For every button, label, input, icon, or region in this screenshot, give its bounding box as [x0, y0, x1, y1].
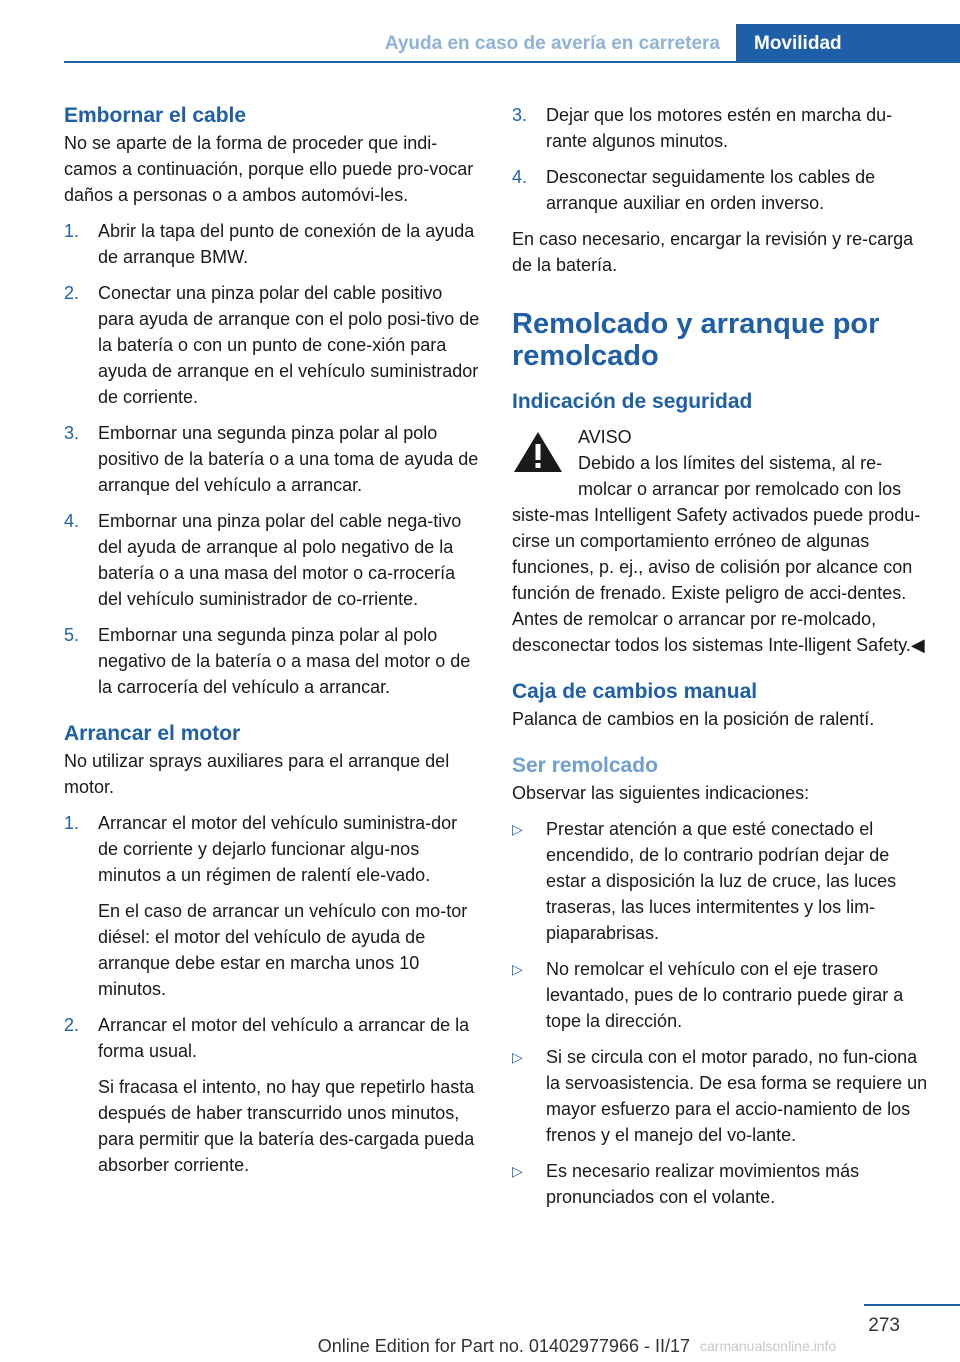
warning-title: AVISO: [578, 427, 632, 447]
watermark: carmanualsonline.info: [700, 1338, 837, 1354]
step-text: Conectar una pinza polar del cable positivo para ayuda de arranque con el polo posi-tivo de la batería o con un punto de cone-xión para ayuda de arranque en el vehículo suministrador de corriente.: [98, 283, 480, 407]
steps-arrancar-motor: [64, 810, 480, 1178]
list-item: [512, 1044, 930, 1148]
bullet-triangle-icon: ▷: [512, 1163, 523, 1179]
list-item: [64, 280, 480, 410]
step-text: Embornar una pinza polar del cable nega-tivo del ayuda de arranque al polo negativo de la batería o a una masa del motor o ca-rrocería del vehículo suministrador de co-rriente.: [98, 511, 462, 609]
list-item: [64, 810, 480, 1002]
step-text: Arrancar el motor del vehículo a arrancar de la forma usual.: [98, 1015, 470, 1061]
list-item: [512, 164, 930, 216]
step-number: 1.: [64, 221, 80, 241]
list-item: [512, 102, 930, 154]
intro-arrancar-motor: No utilizar sprays auxiliares para el arranque del motor.: [64, 751, 450, 797]
bullet-triangle-icon: ▷: [512, 961, 523, 977]
list-item: [64, 508, 480, 612]
step-text: Embornar una segunda pinza polar al polo negativo de la batería o a masa del motor o de la carrocería del vehículo a arrancar.: [98, 625, 471, 697]
page-number: 273: [868, 1315, 900, 1336]
list-item: [64, 218, 480, 270]
step-number: 4.: [64, 511, 80, 531]
heading-embornar-cable: Embornar el cable: [64, 104, 247, 127]
step-number: 3.: [64, 423, 80, 443]
list-item: [512, 1158, 930, 1210]
bullet-triangle-icon: ▷: [512, 1049, 523, 1065]
step-number: 2.: [64, 283, 80, 303]
step-number: 2.: [64, 1015, 80, 1035]
left-column: [64, 102, 480, 1178]
list-item: [512, 816, 930, 946]
step-body: [98, 1012, 480, 1178]
step-text: Abrir la tapa del punto de conexión de la ayuda de arranque BMW.: [98, 221, 475, 267]
step-body: [98, 810, 480, 1002]
edition-note: Online Edition for Part no. 01402977966 - II/17: [317, 1336, 690, 1356]
bullet-triangle-icon: ▷: [512, 821, 523, 837]
intro-embornar-cable: No se aparte de la forma de proceder que indi-camos a continuación, porque ello puede pro-vocar daños a personas o a ambos automóvi-les.: [64, 133, 474, 205]
step-text: Embornar una segunda pinza polar al polo positivo de la batería o a una toma de ayuda de arranque del vehículo a arrancar.: [98, 423, 479, 495]
step-text: Dejar que los motores estén en marcha du-rante algunos minutos.: [546, 105, 893, 151]
bullet-text: Si se circula con el motor parado, no fun-ciona la servoasistencia. De esa forma se requiere un mayor esfuerzo para el accio-namiento de los frenos y el manejo del vo-lante.: [546, 1047, 928, 1145]
warning-triangle-icon: [512, 430, 564, 474]
step-subtext: En el caso de arrancar un vehículo con mo-tor diésel: el motor del vehículo de ayuda de arranque debe estar en marcha unos 10 minutos.: [98, 901, 468, 999]
heading-remolcado: Remolcado y arranque por remolcado: [512, 308, 880, 372]
header-rule: [64, 61, 960, 63]
steps-end: [512, 102, 930, 216]
heading-caja-cambios: Caja de cambios manual: [512, 680, 758, 703]
caja-cambios-paragraph: Palanca de cambios en la posición de ralentí.: [512, 709, 875, 729]
heading-ser-remolcado: Ser remolcado: [512, 754, 658, 777]
bullet-text: Prestar atención a que esté conectado el encendido, de lo contrario podrían dejar de estar a disposición la luz de cruce, las luces traseras, las luces intermitentes y los lim-piaparabrisas.: [546, 819, 897, 943]
warning-block: [512, 424, 930, 658]
step-number: 3.: [512, 105, 528, 125]
steps-embornar-cable: [64, 218, 480, 700]
step-number: 5.: [64, 625, 80, 645]
bullet-text: No remolcar el vehículo con el eje trasero levantado, pues de lo contrario puede girar a tope la dirección.: [546, 959, 904, 1031]
header-chapter-tab: Movilidad: [736, 24, 960, 63]
revision-paragraph: En caso necesario, encargar la revisión y re-carga de la batería.: [512, 229, 914, 275]
step-text: Desconectar seguidamente los cables de arranque auxiliar en orden inverso.: [546, 167, 876, 213]
heading-seguridad: Indicación de seguridad: [512, 390, 753, 413]
step-subtext: Si fracasa el intento, no hay que repetirlo hasta después de haber transcurrido unos minutos, para permitir que la batería des-cargada pueda absorber corriente.: [98, 1077, 475, 1175]
step-number: 4.: [512, 167, 528, 187]
list-item: [512, 956, 930, 1034]
right-column: [512, 102, 930, 1210]
list-item: [64, 1012, 480, 1178]
bullet-text: Es necesario realizar movimientos más pronunciados con el volante.: [546, 1161, 860, 1207]
ser-remolcado-paragraph: Observar las siguientes indicaciones:: [512, 783, 810, 803]
warning-text: Debido a los límites del sistema, al re-molcar o arrancar por remolcado con los siste-mas Intelligent Safety activados puede produ-cirse un comportamiento erróneo de algunas funciones, p. ej., aviso de colisión por alcance con función de frenado. Existe peligro de acci-dentes. Antes de remolcar o arrancar por re-molcado, desconectar todos los sistemas Inte-lligent Safety.◀: [512, 453, 925, 655]
footer-rule: [864, 1304, 960, 1306]
list-item: [64, 622, 480, 700]
header-section-title: Ayuda en caso de avería en carretera: [384, 33, 720, 54]
heading-arrancar-motor: Arrancar el motor: [64, 722, 241, 745]
list-item: [64, 420, 480, 498]
step-number: 1.: [64, 813, 80, 833]
step-text: Arrancar el motor del vehículo suministra-dor de corriente y dejarlo funcionar algu-nos minutos a un régimen de ralentí ele-vado.: [98, 813, 458, 885]
remolcado-bullets: [512, 816, 930, 1210]
